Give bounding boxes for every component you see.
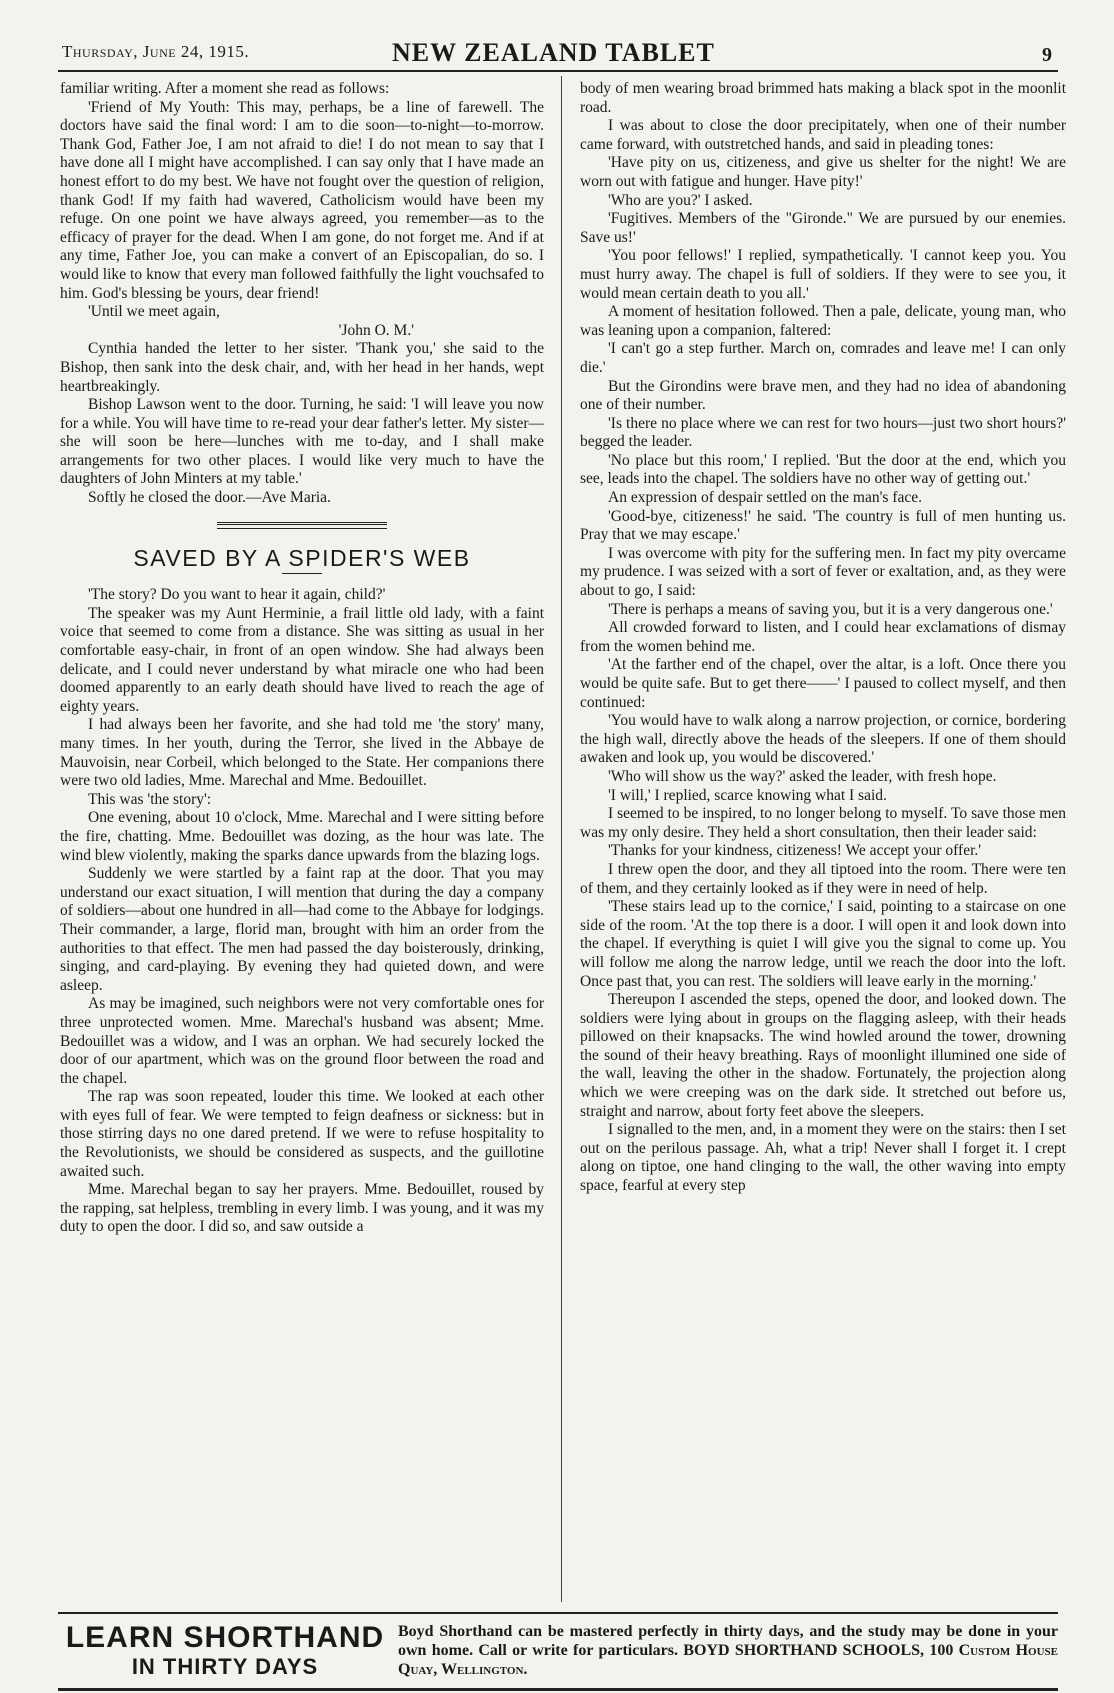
paragraph: One evening, about 10 o'clock, Mme. Marechal and I were sitting before the fire, chatting. Mme. Bedouillet was dozing, as the hour was late. The wind blew violently, making the sparks dance upwards from the blazing logs.: [60, 809, 544, 864]
advertisement-top-rule: [58, 1612, 1058, 1614]
paragraph: 'Have pity on us, citizeness, and give us shelter for the night! We are worn out with fatigue and hunger. Have pity!': [580, 154, 1066, 190]
publication-title: NEW ZEALAND TABLET: [392, 38, 715, 67]
paragraph: 'No place but this room,' I replied. 'But the door at the end, which you see, leads into the chapel. The soldiers have no other way of getting out.': [580, 451, 1066, 488]
paragraph: The speaker was my Aunt Herminie, a frail little old lady, with a faint voice that seemed to come from a distance. She was sitting as usual in her comfortable easy-chair, in front of an open window. She had always been delicate, and I could never understand by what miracle one who had been doomed apparently to an early death should have lived to reach the age of eighty years.: [60, 604, 544, 715]
paragraph: 'Who are you?' I asked.: [608, 191, 753, 209]
paragraph: 'You poor fellows!' I replied, sympathetically. 'I cannot keep you. You must hurry away. The chapel is full of soldiers. If they were to see you, it would mean certain death to you all.': [580, 247, 1066, 302]
paragraph: 'Fugitives. Members of the "Gironde." We are pursued by our enemies. Save us!': [580, 210, 1066, 246]
paragraph: I threw open the door, and they all tiptoed into the room. There were ten of them, and they certainly looked as if they were in need of help.: [580, 860, 1066, 897]
article-title: SAVED BY A SPIDER'S WEB: [133, 544, 471, 571]
paragraph: All crowded forward to listen, and I could hear exclamations of dismay from the women behind me.: [580, 619, 1066, 655]
paragraph: 'I will,' I replied, scarce knowing what I said.: [608, 786, 887, 804]
paragraph: 'These stairs lead up to the cornice,' I said, pointing to a staircase on one side of the room. 'At the top there is a door. I will open it and look down into the chapel. If everything is quiet I will give you the signal to come up. You will follow me along the narrow ledge, until we reach the door into the loft. Once past that, you can rest. The soldiers will leave early in the morning.': [580, 898, 1066, 990]
paragraph: Bishop Lawson went to the door. Turning, he said: 'I will leave you now for a while. You will have time to re-read your dear father's letter. My sister—she will soon be here—lunches with me to-day, and I shall make arrangements for two other places. I would like very much to have the daughters of John Minters at my table.': [60, 396, 544, 488]
column-divider: [561, 76, 562, 1602]
title-underline: [282, 573, 322, 574]
page-header: [62, 38, 1052, 68]
paragraph: I signalled to the men, and, in a moment they were on the stairs: then I set out on the perilous passage. Ah, what a trip! Never shall I forget it. I crept along on tiptoe, one hand clinging to the wall, the other waving into empty space, fearful at every step: [580, 1121, 1066, 1195]
paragraph: 'Good-bye, citizeness!' he said. 'The country is full of men hunting us. Pray that we may escape.': [580, 507, 1066, 544]
issue-date: Thursday, June 24, 1915.: [62, 42, 250, 61]
paragraph: 'Who will show us the way?' asked the leader, with fresh hope.: [608, 767, 997, 785]
paragraph: I had always been her favorite, and she had told me 'the story' many, many times. In her youth, during the Terror, she lived in the Abbaye de Mauvoisin, near Corbeil, which belonged to the State. Her companions there were two old ladies, Mme. Marechal and Mme. Bedouillet.: [60, 716, 544, 790]
page-bottom-rule: [58, 1688, 1058, 1691]
letter-signature: 'John O. M.': [338, 321, 414, 339]
header-rule: [58, 70, 1058, 72]
paragraph: 'Is there no place where we can rest for two hours—just two short hours?' begged the leader.: [580, 414, 1066, 451]
paragraph: 'At the farther end of the chapel, over the altar, is a loft. Once there you would be quite safe. But to get there——' I paused to collect myself, and then continued:: [580, 656, 1066, 711]
letter-text: 'Friend of My Youth: This may, perhaps, be a line of farewell. The doctors have said the final word: I am to die soon—to-night—to-morrow. Thank God, Father Joe, I am not afraid to die! I do not mean to say that I have done all I might have accomplished. I can say only that I have made an honest effort to do my best. We have not fought over the question of religion, thank God! If my faith had wavered, Catholicism would have been my refuge. On one point we have always agreed, you remember—as to the efficacy of prayer for the dead. When I am gone, do not forget me. And if at any time, Father Joe, you can make a convert of an Episcopalian, do so. I would like to know that every man followed faithfully the light vouchsafed to him. God's blessing be yours, dear friend!: [60, 98, 544, 302]
paragraph: Suddenly we were startled by a faint rap at the door. That you may understand our exact situation, I will mention that during the day a company of soldiers—about one hundred in all—had come to the Abbaye for lodgings. Their commander, a large, florid man, brought with him an order from the authorities to that effect. The men had passed the day boisterously, drinking, singing, and card-playing. By evening they had quieted down, and were asleep.: [60, 865, 544, 994]
paragraph: But the Girondins were brave men, and they had no idea of abandoning one of their number.: [580, 377, 1066, 414]
paragraph: Softly he closed the door.—Ave Maria.: [88, 489, 331, 507]
paragraph: The rap was soon repeated, louder this time. We looked at each other with eyes full of fear. We were tempted to feign deafness or sickness: but in those stirring days no one dared pretend. If we were to refuse hospitality to the Revolutionists, we should be considered as suspects, and the guillotine awaited such.: [60, 1088, 544, 1180]
paragraph: 'I can't go a step further. March on, comrades and leave me! I can only die.': [580, 340, 1066, 376]
paragraph: 'There is perhaps a means of saving you, but it is a very dangerous one.': [608, 600, 1053, 618]
section-divider: [217, 522, 387, 529]
paragraph: Mme. Marechal began to say her prayers. Mme. Bedouillet, roused by the rapping, sat helpless, trembling in every limb. I was young, and it was my duty to open the door. I did so, and saw outside a: [60, 1181, 544, 1236]
left-column: [60, 80, 544, 1600]
letter-closing: 'Until we meet again,: [88, 303, 220, 321]
paragraph: This was 'the story':: [88, 790, 212, 808]
ad-body-text: Boyd Shorthand can be mastered perfectly in thirty days, and the study may be done in your own home. Call or write for particulars. BOYD SHORTHAND SCHOOLS, 100: [398, 1623, 1058, 1659]
paragraph: As may be imagined, such neighbors were not very comfortable ones for three unprotected women. Mme. Marechal's husband was absent; Mme. Bedouillet was a widow, and I was an orphan. We had securely locked the door of our apartment, which was on the ground floor between the road and the chapel.: [60, 995, 544, 1087]
paragraph: I seemed to be inspired, to no longer belong to myself. To save those men was my only desire. They held a short consultation, then their leader said:: [580, 805, 1066, 841]
advertisement-headline: [60, 1622, 390, 1680]
page-number: 9: [1042, 44, 1052, 66]
paragraph: Cynthia handed the letter to her sister. 'Thank you,' she said to the Bishop, then sank into the desk chair, and, with her head in her hands, wept heartbreakingly.: [60, 340, 544, 395]
advertisement-body: [398, 1622, 1058, 1679]
paragraph: I was about to close the door precipitately, when one of their number came forward, with outstretched hands, and said in pleading tones:: [580, 117, 1066, 153]
paragraph: A moment of hesitation followed. Then a pale, delicate, young man, who was leaning upon a companion, faltered:: [580, 303, 1066, 339]
paragraph: 'You would have to walk along a narrow projection, or cornice, bordering the high wall, directly above the heads of the sleepers. If one of them should awaken and look up, you would be discovered.': [580, 712, 1066, 767]
paragraph: body of men wearing broad brimmed hats making a black spot in the moonlit road.: [580, 80, 1066, 116]
ad-headline-line1: LEARN SHORTHAND: [65, 1621, 385, 1654]
paragraph: Thereupon I ascended the steps, opened the door, and looked down. The soldiers were lying about in groups on the flagging asleep, with their heads pillowed on their knapsacks. The wind howled around the tower, drowning the sound of their heavy breathing. Rays of moonlight illumined one side of the wall, leaving the other in the shadow. Fortunately, the projection along which we were creeping was on the dark side. It stretched out before us, straight and narrow, about forty feet above the sleepers.: [580, 991, 1066, 1120]
paragraph: 'The story? Do you want to hear it again, child?': [88, 586, 386, 604]
paragraph: 'Thanks for your kindness, citizeness! We accept your offer.': [608, 842, 982, 860]
paragraph: An expression of despair settled on the man's face.: [608, 489, 922, 507]
paragraph: I was overcome with pity for the suffering men. In fact my pity overcame my prudence. I was seized with a sort of fever or exaltation, and, as they were about to go, I said:: [580, 544, 1066, 600]
paragraph: familiar writing. After a moment she read as follows:: [60, 80, 390, 97]
ad-address: Custom House Quay, Wellington.: [398, 1642, 1059, 1678]
ad-headline-line2: IN THIRTY DAYS: [131, 1654, 319, 1679]
right-column: [580, 80, 1066, 1600]
